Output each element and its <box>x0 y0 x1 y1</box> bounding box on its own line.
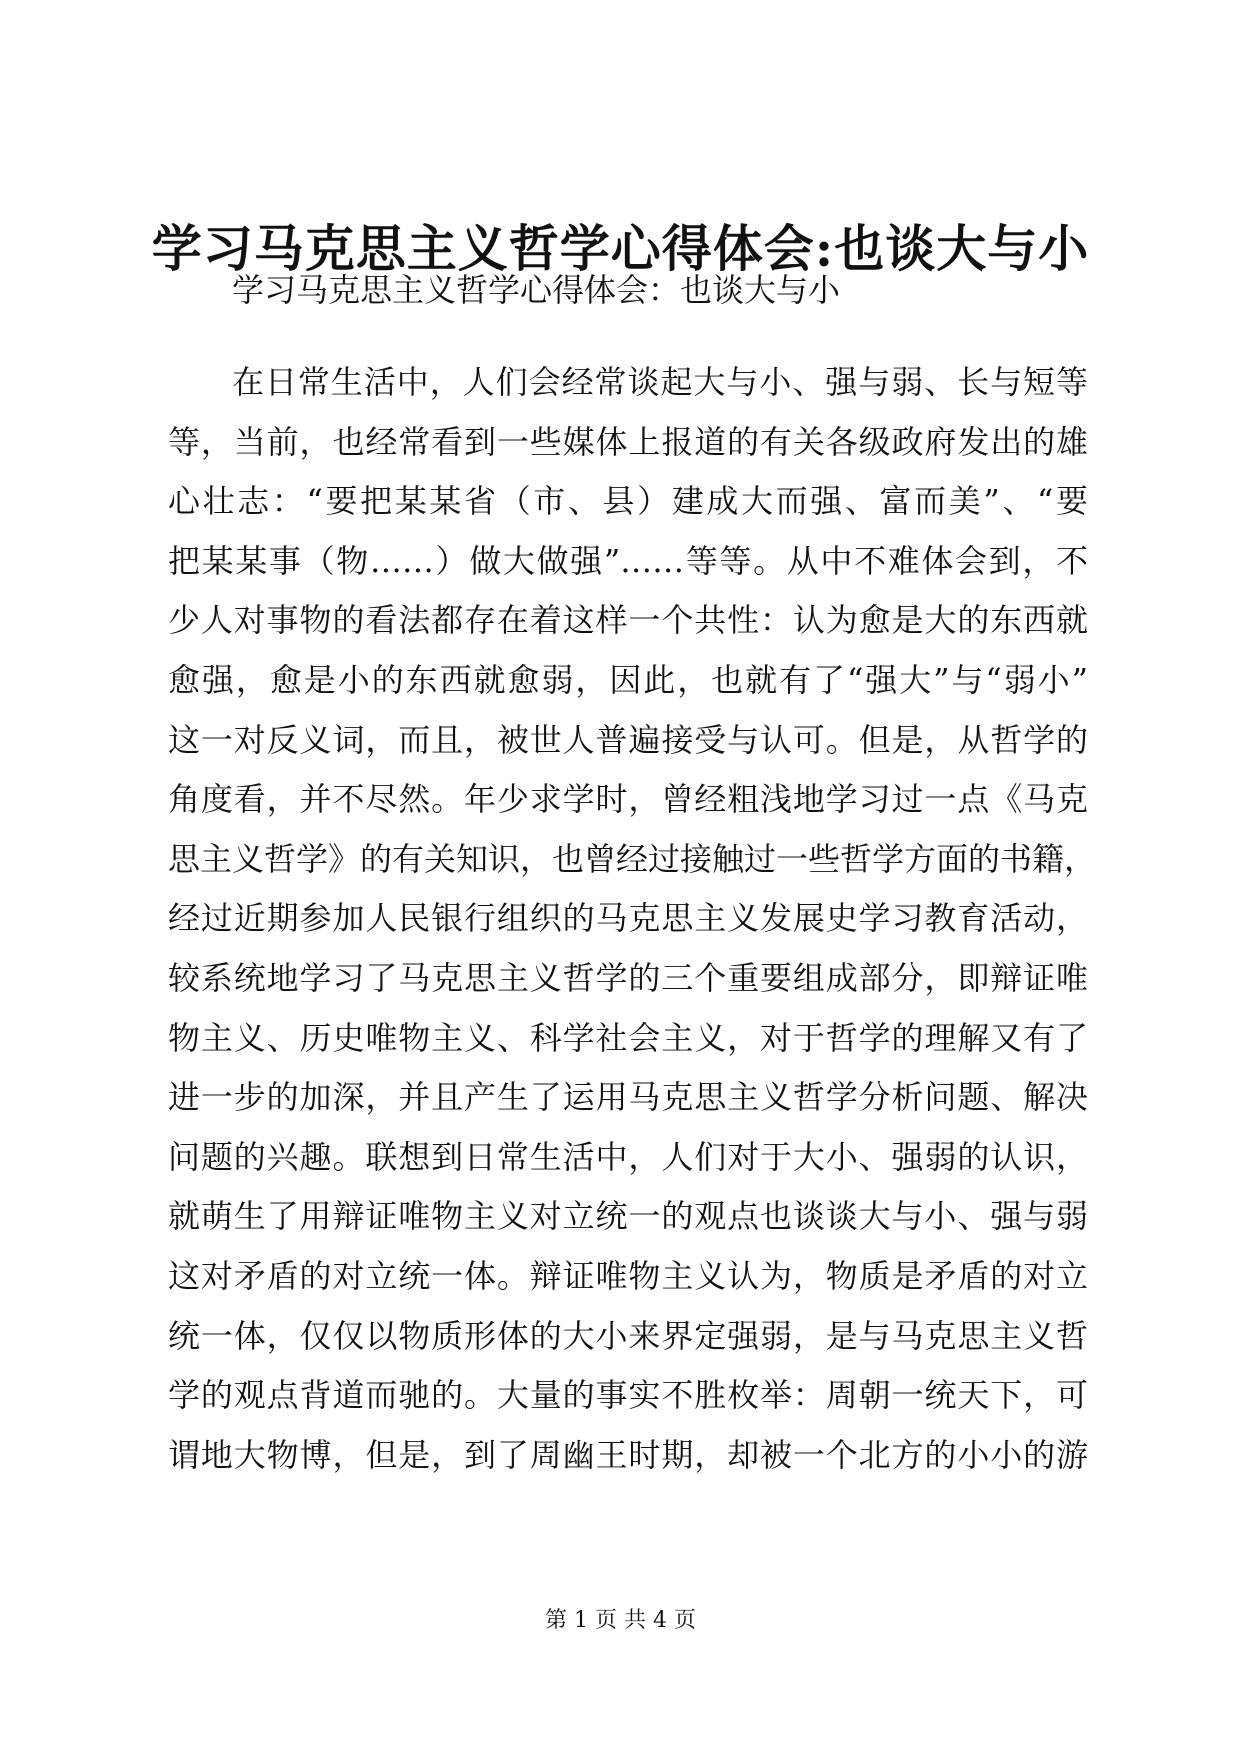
body-line: 心壮志：“要把某某省（市、县）建成大而强、富而美”、“要 <box>168 482 1088 521</box>
body-line: 物主义、历史唯物主义、科学社会主义，对于哲学的理解又有了 <box>168 1018 1088 1057</box>
document-subtitle: 学习马克思主义哲学心得体会：也谈大与小 <box>232 271 841 309</box>
body-line: 经过近期参加人民银行组织的马克思主义发展史学习教育活动， <box>168 899 1088 938</box>
body-line: 少人对事物的看法都存在着这样一个共性：认为愈是大的东西就 <box>168 601 1088 640</box>
body-line: 思主义哲学》的有关知识，也曾经过接触过一些哲学方面的书籍， <box>168 839 1097 878</box>
body-line: 进一步的加深，并且产生了运用马克思主义哲学分析问题、解决 <box>168 1078 1088 1117</box>
page-number: 第 1 页 共 4 页 <box>545 1608 696 1633</box>
body-line: 角度看，并不尽然。年少求学时，曾经粗浅地学习过一点《马克 <box>168 780 1088 819</box>
body-line: 在日常生活中，人们会经常谈起大与小、强与弱、长与短等 <box>232 363 1088 401</box>
body-paragraph <box>168 353 1097 1485</box>
body-line: 愈强，愈是小的东西就愈弱，因此，也就有了“强大”与“弱小” <box>168 660 1088 699</box>
body-line: 把某某事（物……）做大做强”……等等。从中不难体会到，不 <box>168 541 1088 580</box>
body-line: 谓地大物博，但是，到了周幽王时期，却被一个北方的小小的游 <box>168 1435 1088 1474</box>
body-line: 统一体，仅仅以物质形体的大小来界定强弱，是与马克思主义哲 <box>168 1316 1088 1355</box>
body-line: 这对矛盾的对立统一体。辩证唯物主义认为，物质是矛盾的对立 <box>168 1256 1088 1295</box>
body-line: 学的观点背道而驰的。大量的事实不胜枚举：周朝一统天下，可 <box>168 1376 1088 1415</box>
body-line: 问题的兴趣。联想到日常生活中，人们对于大小、强弱的认识， <box>168 1137 1088 1176</box>
body-line: 就萌生了用辩证唯物主义对立统一的观点也谈谈大与小、强与弱 <box>168 1197 1088 1236</box>
body-line: 等，当前，也经常看到一些媒体上报道的有关各级政府发出的雄 <box>168 422 1088 461</box>
body-line: 这一对反义词，而且，被世人普遍接受与认可。但是，从哲学的 <box>168 720 1088 759</box>
body-line: 较系统地学习了马克思主义哲学的三个重要组成部分，即辩证唯 <box>168 958 1088 997</box>
document-title: 学习马克思主义哲学心得体会:也谈大与小 <box>151 219 1090 278</box>
